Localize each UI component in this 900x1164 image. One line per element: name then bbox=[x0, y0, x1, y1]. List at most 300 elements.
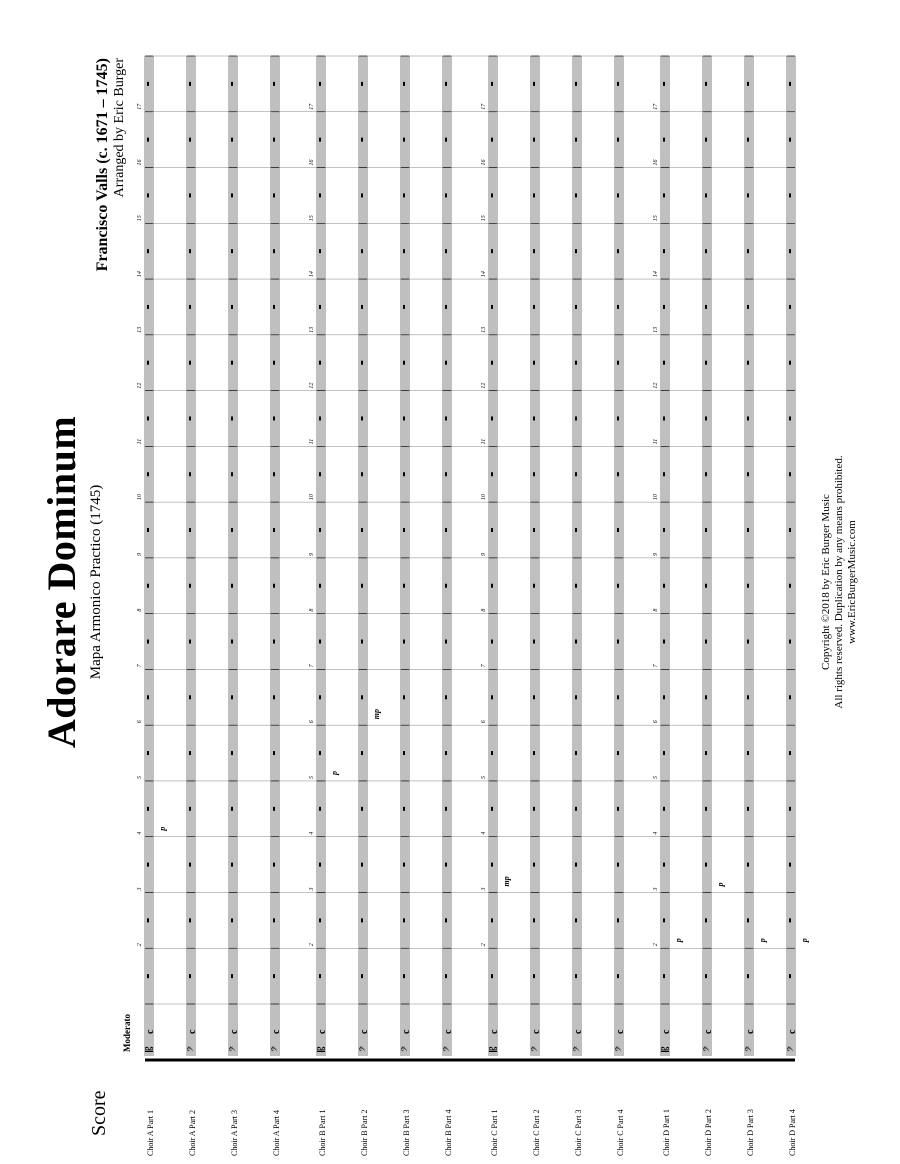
time-signature: c bbox=[703, 1029, 714, 1034]
measure-number: 15 bbox=[653, 215, 659, 222]
copyright-line-2: All rights reserved. Duplication by any means prohibited. bbox=[833, 455, 845, 709]
time-signature: c bbox=[615, 1029, 626, 1034]
whole-rest bbox=[533, 640, 535, 644]
measure-number: 12 bbox=[137, 382, 143, 389]
measure-number: 7 bbox=[137, 664, 143, 668]
whole-rest bbox=[491, 974, 493, 978]
time-signature: c bbox=[745, 1029, 756, 1034]
whole-rest bbox=[617, 863, 619, 867]
part-label: Choir B Part 3 bbox=[402, 1109, 411, 1156]
score-label: Score bbox=[88, 1090, 110, 1136]
whole-rest bbox=[747, 863, 749, 867]
whole-rest bbox=[575, 305, 577, 309]
whole-rest bbox=[747, 584, 749, 588]
measure-number: 9 bbox=[481, 552, 487, 556]
bass-clef-icon: 𝄢 bbox=[787, 1045, 798, 1052]
measure-number: 13 bbox=[481, 326, 487, 333]
measure-number: 14 bbox=[653, 271, 659, 278]
measure-number: 16 bbox=[137, 159, 143, 166]
bass-clef-icon: 𝄢 bbox=[443, 1045, 454, 1052]
whole-rest bbox=[403, 249, 405, 253]
measure-number: 14 bbox=[309, 271, 315, 278]
whole-rest bbox=[617, 528, 619, 532]
whole-rest bbox=[273, 472, 275, 476]
whole-rest bbox=[747, 918, 749, 922]
part-label: Choir D Part 2 bbox=[704, 1109, 713, 1156]
measure-number: 9 bbox=[309, 552, 315, 556]
whole-rest bbox=[273, 249, 275, 253]
time-signature: c bbox=[661, 1029, 672, 1034]
whole-rest bbox=[231, 863, 233, 867]
whole-rest bbox=[663, 193, 665, 197]
whole-rest bbox=[361, 863, 363, 867]
whole-rest bbox=[575, 584, 577, 588]
whole-rest bbox=[705, 472, 707, 476]
whole-rest bbox=[445, 528, 447, 532]
whole-rest bbox=[575, 751, 577, 755]
whole-rest bbox=[361, 361, 363, 365]
whole-rest bbox=[319, 138, 321, 142]
whole-rest bbox=[789, 193, 791, 197]
whole-rest bbox=[319, 361, 321, 365]
whole-rest bbox=[361, 640, 363, 644]
whole-rest bbox=[147, 472, 149, 476]
whole-rest bbox=[189, 751, 191, 755]
whole-rest bbox=[445, 640, 447, 644]
whole-rest bbox=[445, 974, 447, 978]
whole-rest bbox=[663, 640, 665, 644]
whole-rest bbox=[319, 528, 321, 532]
whole-rest bbox=[789, 361, 791, 365]
whole-rest bbox=[231, 640, 233, 644]
whole-rest bbox=[273, 82, 275, 86]
measure-number: 2 bbox=[137, 943, 143, 947]
alto-clef-icon: 𝄡 bbox=[661, 1046, 672, 1052]
whole-rest bbox=[533, 138, 535, 142]
whole-rest bbox=[617, 974, 619, 978]
whole-rest bbox=[789, 863, 791, 867]
part-label: Choir C Part 2 bbox=[532, 1109, 541, 1156]
dynamic-marking: p bbox=[800, 938, 809, 943]
measure-number: 3 bbox=[137, 887, 143, 891]
time-signature: c bbox=[787, 1029, 798, 1034]
whole-rest bbox=[747, 528, 749, 532]
whole-rest bbox=[273, 974, 275, 978]
whole-rest bbox=[491, 584, 493, 588]
whole-rest bbox=[705, 863, 707, 867]
whole-rest bbox=[273, 863, 275, 867]
whole-rest bbox=[445, 305, 447, 309]
whole-rest bbox=[491, 751, 493, 755]
whole-rest bbox=[445, 138, 447, 142]
whole-rest bbox=[789, 807, 791, 811]
measure-number: 15 bbox=[137, 215, 143, 222]
whole-rest bbox=[319, 863, 321, 867]
whole-rest bbox=[189, 863, 191, 867]
whole-rest bbox=[273, 751, 275, 755]
whole-rest bbox=[231, 138, 233, 142]
measure-number: 11 bbox=[309, 438, 315, 445]
whole-rest bbox=[491, 416, 493, 420]
whole-rest bbox=[789, 695, 791, 699]
measure-number: 2 bbox=[653, 943, 659, 947]
time-signature: c bbox=[229, 1029, 240, 1034]
whole-rest bbox=[491, 528, 493, 532]
whole-rest bbox=[575, 640, 577, 644]
whole-rest bbox=[319, 472, 321, 476]
whole-rest bbox=[273, 918, 275, 922]
whole-rest bbox=[189, 138, 191, 142]
whole-rest bbox=[147, 82, 149, 86]
whole-rest bbox=[231, 361, 233, 365]
whole-rest bbox=[705, 695, 707, 699]
measure-number: 14 bbox=[137, 271, 143, 278]
measure-number: 11 bbox=[481, 438, 487, 445]
time-signature: c bbox=[531, 1029, 542, 1034]
piece-title: Adorare Dominum bbox=[39, 415, 84, 749]
whole-rest bbox=[747, 138, 749, 142]
whole-rest bbox=[361, 751, 363, 755]
whole-rest bbox=[445, 82, 447, 86]
whole-rest bbox=[575, 974, 577, 978]
measure-number: 3 bbox=[481, 887, 487, 891]
whole-rest bbox=[747, 472, 749, 476]
whole-rest bbox=[705, 361, 707, 365]
whole-rest bbox=[189, 918, 191, 922]
whole-rest bbox=[231, 416, 233, 420]
part-label: Choir C Part 3 bbox=[574, 1109, 583, 1156]
whole-rest bbox=[575, 249, 577, 253]
whole-rest bbox=[147, 193, 149, 197]
whole-rest bbox=[147, 695, 149, 699]
whole-rest bbox=[533, 584, 535, 588]
whole-rest bbox=[575, 695, 577, 699]
whole-rest bbox=[361, 249, 363, 253]
whole-rest bbox=[147, 751, 149, 755]
whole-rest bbox=[533, 472, 535, 476]
whole-rest bbox=[147, 807, 149, 811]
whole-rest bbox=[403, 82, 405, 86]
whole-rest bbox=[491, 472, 493, 476]
arranger-credit: Arranged by Eric Burger bbox=[112, 58, 127, 198]
whole-rest bbox=[789, 305, 791, 309]
part-label: Choir B Part 1 bbox=[318, 1109, 327, 1156]
measure-number: 14 bbox=[481, 271, 487, 278]
whole-rest bbox=[789, 584, 791, 588]
whole-rest bbox=[491, 863, 493, 867]
whole-rest bbox=[533, 82, 535, 86]
whole-rest bbox=[189, 249, 191, 253]
measure-number: 4 bbox=[481, 831, 487, 835]
whole-rest bbox=[147, 416, 149, 420]
part-label: Choir A Part 4 bbox=[272, 1109, 281, 1156]
whole-rest bbox=[491, 640, 493, 644]
whole-rest bbox=[617, 82, 619, 86]
copyright-notice bbox=[820, 0, 859, 1164]
whole-rest bbox=[189, 82, 191, 86]
whole-rest bbox=[361, 918, 363, 922]
whole-rest bbox=[189, 305, 191, 309]
measure-number: 7 bbox=[309, 664, 315, 668]
measure-number: 12 bbox=[481, 382, 487, 389]
whole-rest bbox=[663, 249, 665, 253]
measure-number: 11 bbox=[653, 438, 659, 445]
whole-rest bbox=[273, 416, 275, 420]
whole-rest bbox=[491, 138, 493, 142]
whole-rest bbox=[789, 82, 791, 86]
whole-rest bbox=[403, 584, 405, 588]
whole-rest bbox=[575, 138, 577, 142]
measure-number: 5 bbox=[481, 775, 487, 779]
measure-number: 12 bbox=[653, 382, 659, 389]
whole-rest bbox=[445, 472, 447, 476]
whole-rest bbox=[189, 695, 191, 699]
measure-number: 8 bbox=[309, 608, 315, 612]
measure-number: 12 bbox=[309, 382, 315, 389]
whole-rest bbox=[319, 249, 321, 253]
whole-rest bbox=[273, 584, 275, 588]
part-label: Choir C Part 1 bbox=[490, 1109, 499, 1156]
whole-rest bbox=[491, 695, 493, 699]
whole-rest bbox=[319, 584, 321, 588]
whole-rest bbox=[747, 249, 749, 253]
whole-rest bbox=[617, 640, 619, 644]
whole-rest bbox=[663, 361, 665, 365]
whole-rest bbox=[147, 361, 149, 365]
part-label: Choir B Part 4 bbox=[444, 1109, 453, 1156]
whole-rest bbox=[319, 918, 321, 922]
whole-rest bbox=[403, 863, 405, 867]
whole-rest bbox=[705, 640, 707, 644]
whole-rest bbox=[491, 249, 493, 253]
whole-rest bbox=[273, 138, 275, 142]
measure-number: 4 bbox=[309, 831, 315, 835]
bass-clef-icon: 𝄢 bbox=[187, 1045, 198, 1052]
measure-number: 15 bbox=[481, 215, 487, 222]
bass-clef-icon: 𝄢 bbox=[615, 1045, 626, 1052]
whole-rest bbox=[319, 305, 321, 309]
whole-rest bbox=[273, 305, 275, 309]
whole-rest bbox=[491, 361, 493, 365]
whole-rest bbox=[617, 138, 619, 142]
whole-rest bbox=[361, 138, 363, 142]
whole-rest bbox=[319, 416, 321, 420]
piece-subtitle: Mapa Armonico Practico (1745) bbox=[88, 484, 104, 680]
copyright-line-1: Copyright ©2018 by Eric Burger Music bbox=[820, 494, 832, 670]
whole-rest bbox=[617, 751, 619, 755]
whole-rest bbox=[747, 751, 749, 755]
time-signature: c bbox=[489, 1029, 500, 1034]
alto-clef-icon: 𝄡 bbox=[489, 1046, 500, 1052]
whole-rest bbox=[403, 528, 405, 532]
measure-number: 9 bbox=[653, 552, 659, 556]
time-signature: c bbox=[401, 1029, 412, 1034]
whole-rest bbox=[231, 807, 233, 811]
whole-rest bbox=[445, 751, 447, 755]
whole-rest bbox=[747, 193, 749, 197]
whole-rest bbox=[147, 584, 149, 588]
whole-rest bbox=[361, 416, 363, 420]
whole-rest bbox=[445, 863, 447, 867]
measure-number: 16 bbox=[653, 159, 659, 166]
whole-rest bbox=[403, 472, 405, 476]
whole-rest bbox=[189, 974, 191, 978]
whole-rest bbox=[147, 138, 149, 142]
whole-rest bbox=[663, 863, 665, 867]
whole-rest bbox=[575, 82, 577, 86]
part-label: Choir B Part 2 bbox=[360, 1109, 369, 1156]
whole-rest bbox=[663, 416, 665, 420]
whole-rest bbox=[705, 82, 707, 86]
whole-rest bbox=[319, 193, 321, 197]
whole-rest bbox=[361, 82, 363, 86]
whole-rest bbox=[361, 305, 363, 309]
time-signature: c bbox=[573, 1029, 584, 1034]
whole-rest bbox=[705, 751, 707, 755]
measure-number: 6 bbox=[653, 720, 659, 724]
whole-rest bbox=[445, 416, 447, 420]
whole-rest bbox=[747, 416, 749, 420]
whole-rest bbox=[663, 138, 665, 142]
whole-rest bbox=[789, 138, 791, 142]
whole-rest bbox=[189, 416, 191, 420]
whole-rest bbox=[789, 974, 791, 978]
whole-rest bbox=[533, 863, 535, 867]
bass-clef-icon: 𝄢 bbox=[745, 1045, 756, 1052]
whole-rest bbox=[361, 472, 363, 476]
measure-number: 15 bbox=[309, 215, 315, 222]
whole-rest bbox=[705, 974, 707, 978]
whole-rest bbox=[445, 249, 447, 253]
measure-number: 13 bbox=[137, 326, 143, 333]
measure-number: 17 bbox=[481, 103, 487, 110]
whole-rest bbox=[533, 695, 535, 699]
whole-rest bbox=[319, 82, 321, 86]
whole-rest bbox=[575, 863, 577, 867]
whole-rest bbox=[617, 807, 619, 811]
whole-rest bbox=[491, 807, 493, 811]
whole-rest bbox=[617, 193, 619, 197]
whole-rest bbox=[533, 528, 535, 532]
whole-rest bbox=[789, 249, 791, 253]
whole-rest bbox=[147, 974, 149, 978]
measure-number: 10 bbox=[309, 494, 315, 501]
measure-number: 16 bbox=[309, 159, 315, 166]
whole-rest bbox=[403, 974, 405, 978]
dynamic-marking: p bbox=[716, 882, 725, 887]
whole-rest bbox=[747, 640, 749, 644]
time-signature: c bbox=[443, 1029, 454, 1034]
whole-rest bbox=[491, 193, 493, 197]
part-label: Choir D Part 3 bbox=[746, 1109, 755, 1156]
whole-rest bbox=[663, 695, 665, 699]
whole-rest bbox=[747, 807, 749, 811]
whole-rest bbox=[789, 751, 791, 755]
measure-number: 9 bbox=[137, 552, 143, 556]
whole-rest bbox=[189, 807, 191, 811]
measure-number: 4 bbox=[653, 831, 659, 835]
whole-rest bbox=[663, 807, 665, 811]
whole-rest bbox=[445, 584, 447, 588]
whole-rest bbox=[789, 528, 791, 532]
measure-number: 10 bbox=[481, 494, 487, 501]
time-signature: c bbox=[145, 1029, 156, 1034]
measure-number: 6 bbox=[309, 720, 315, 724]
whole-rest bbox=[403, 640, 405, 644]
whole-rest bbox=[575, 193, 577, 197]
measure-number: 6 bbox=[481, 720, 487, 724]
part-label: Choir D Part 4 bbox=[788, 1109, 797, 1156]
measure-number: 10 bbox=[137, 494, 143, 501]
measure-number: 17 bbox=[137, 103, 143, 110]
whole-rest bbox=[403, 138, 405, 142]
measure-number: 8 bbox=[137, 608, 143, 612]
whole-rest bbox=[147, 528, 149, 532]
whole-rest bbox=[189, 193, 191, 197]
time-signature: c bbox=[187, 1029, 198, 1034]
whole-rest bbox=[319, 640, 321, 644]
whole-rest bbox=[147, 305, 149, 309]
dynamic-marking: p bbox=[674, 938, 683, 943]
whole-rest bbox=[533, 361, 535, 365]
whole-rest bbox=[147, 249, 149, 253]
whole-rest bbox=[705, 249, 707, 253]
whole-rest bbox=[361, 807, 363, 811]
whole-rest bbox=[617, 918, 619, 922]
whole-rest bbox=[617, 416, 619, 420]
whole-rest bbox=[273, 528, 275, 532]
alto-clef-icon: 𝄡 bbox=[317, 1046, 328, 1052]
whole-rest bbox=[533, 918, 535, 922]
whole-rest bbox=[705, 918, 707, 922]
whole-rest bbox=[705, 305, 707, 309]
whole-rest bbox=[189, 528, 191, 532]
bass-clef-icon: 𝄢 bbox=[359, 1045, 370, 1052]
whole-rest bbox=[403, 695, 405, 699]
whole-rest bbox=[273, 695, 275, 699]
measure-number: 10 bbox=[653, 494, 659, 501]
dynamic-marking: p bbox=[158, 826, 167, 831]
whole-rest bbox=[747, 361, 749, 365]
whole-rest bbox=[231, 584, 233, 588]
measure-number: 3 bbox=[653, 887, 659, 891]
whole-rest bbox=[231, 305, 233, 309]
whole-rest bbox=[575, 416, 577, 420]
whole-rest bbox=[147, 640, 149, 644]
whole-rest bbox=[403, 807, 405, 811]
whole-rest bbox=[533, 416, 535, 420]
whole-rest bbox=[705, 138, 707, 142]
whole-rest bbox=[231, 695, 233, 699]
whole-rest bbox=[575, 472, 577, 476]
whole-rest bbox=[533, 807, 535, 811]
whole-rest bbox=[789, 472, 791, 476]
whole-rest bbox=[445, 193, 447, 197]
bass-clef-icon: 𝄢 bbox=[401, 1045, 412, 1052]
measure-number: 11 bbox=[137, 438, 143, 445]
whole-rest bbox=[273, 807, 275, 811]
composer-credit: Francisco Valls (c. 1671 – 1745) bbox=[94, 58, 111, 272]
part-label: Choir A Part 1 bbox=[146, 1109, 155, 1156]
part-label: Choir A Part 3 bbox=[230, 1109, 239, 1156]
whole-rest bbox=[403, 361, 405, 365]
whole-rest bbox=[533, 249, 535, 253]
whole-rest bbox=[147, 863, 149, 867]
whole-rest bbox=[445, 695, 447, 699]
measure-number: 17 bbox=[309, 103, 315, 110]
measure-number: 5 bbox=[137, 775, 143, 779]
measure-number: 3 bbox=[309, 887, 315, 891]
